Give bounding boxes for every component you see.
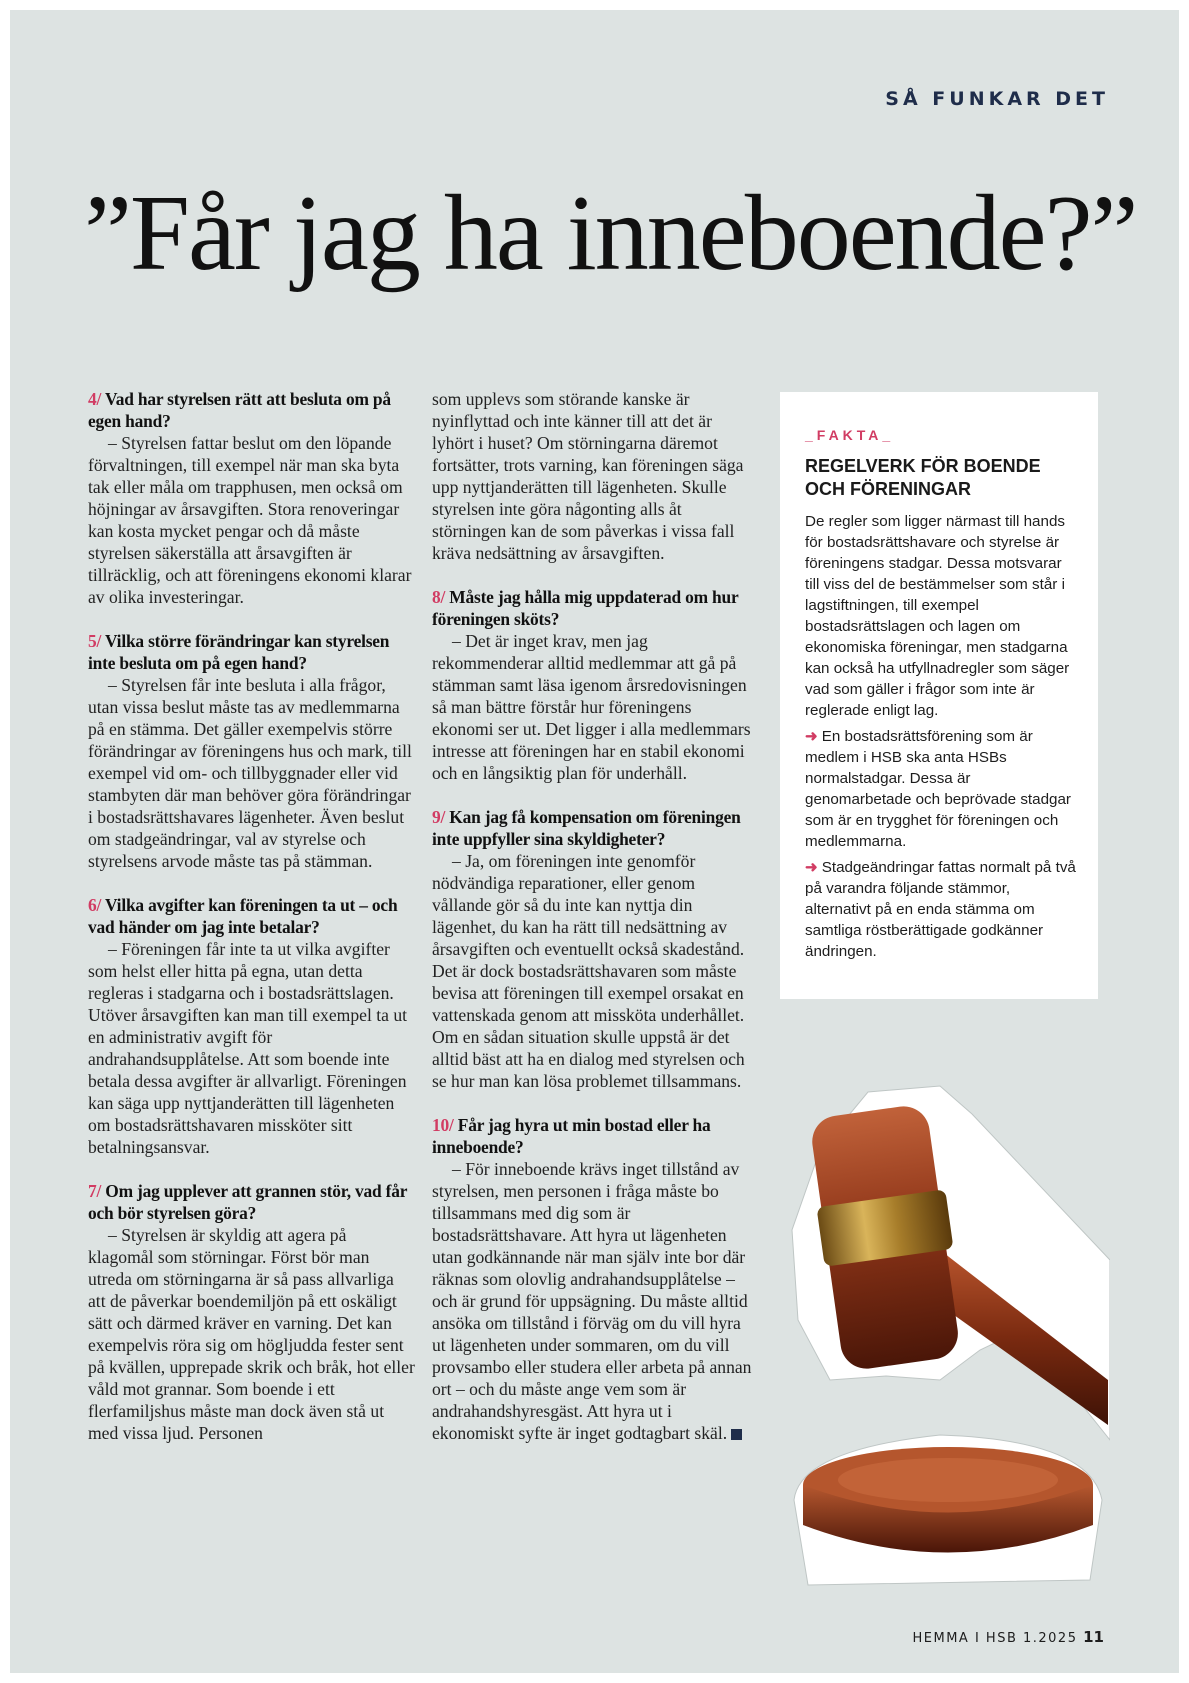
sound-block-highlight	[838, 1458, 1058, 1502]
page-footer	[913, 1628, 1105, 1646]
answer-text: – Ja, om föreningen inte genomför nödvändiga reparationer, eller genom vållande gör så du inte kan nyttja din lägenhet, du kan ha rätt till nedsättning av årsavgiften och eventuellt också skadestånd. Det är dock bostadsrättshavaren som måste bevisa att föreningen till exempel orsakat en vattenskada genom att missköta underhållet. Om en sådan situation skulle uppstå är det alltid bäst att ha en dialog med styrelsen och se hur man kan lösa problemet tillsammans.	[432, 851, 745, 1091]
question-text: Får jag hyra ut min bostad eller ha inneboende?	[432, 1115, 711, 1157]
page-title: ”Får jag ha inneboende?”	[84, 174, 1137, 293]
fact-box-bullet	[805, 726, 1076, 852]
bullet-text: Stadgeändringar fattas normalt på två på varandra följande stämmor, alternativt på en enda stämma om samtliga röstberättigade godkänner ändringen.	[805, 859, 1076, 960]
answer-text: – Styrelsen är skyldig att agera på klagomål som störningar. Först bör man utreda om störningarna är så pass allvarliga att de påverkar boendemiljön på ett oskäligt sätt och därmed kräver en varning. Det kan exempelvis röra sig om högljudda fester sent på kvällen, upprepade skrik och bråk, hot eller våld mot grannar. Som boende i ett flerfamiljshus måste man dock även stå ut med vissa ljud. Personen	[88, 1225, 415, 1443]
continued-text: som upplevs som störande kanske är nyinflyttad och inte känner till att det är lyhört i huset? Om störningarna däremot fortsätter, trots varning, kan föreningen säga upp nyttjanderätten till lägenheten. Skulle styrelsen inte göra någonting alls åt störningen kan de som påverkas i vissa fall kräva nedsättning av årsavgiften.	[432, 389, 744, 563]
fact-box-body: De regler som ligger närmast till hands för bostadsrättshavare och styrelse är föreningens stadgar. Dessa motsvarar till viss del de bestämmelser som står i lagstiftningen, till exempel bostadsrättslagen och lagen om ekonomiska föreningar, men stadgarna kan också ha utfyllnadregler som säger vad som gäller i frågor som inte är reglerade enligt lag.	[805, 513, 1070, 719]
question-heading	[432, 1114, 756, 1158]
question-text: Kan jag få kompensation om föreningen inte uppfyller sina skyldigheter?	[432, 807, 741, 849]
answer-text: – Föreningen får inte ta ut vilka avgifter som helst eller hitta på egna, utan detta regleras i stadgarna och i bostadsrättslagen. Utöver årsavgiften kan man till exempel ta ut en administrativ avgift för andrahandsupplåtelse. Att som boende inte betala dessa avgifter är allvarligt. Föreningen kan säga upp nyttjanderätten till lägenheten om bostadsrättshavaren missköter sitt betalningsansvar.	[88, 939, 408, 1157]
question-heading	[432, 806, 756, 850]
qa-item-9	[432, 806, 756, 1092]
bullet-text: En bostadsrättsförening som är medlem i HSB ska anta HSBs normalstadgar. Dessa är genomarbetade och beprövade stadgar som är en trygghet för föreningen och medlemmarna.	[805, 728, 1071, 850]
question-number: 6/	[88, 895, 102, 915]
arrow-right-icon: ➜	[805, 728, 818, 745]
article-column-1	[88, 388, 415, 1466]
question-heading	[88, 1180, 415, 1224]
arrow-right-icon: ➜	[805, 859, 818, 876]
question-text: Om jag upplever att grannen stör, vad får och bör styrelsen göra?	[88, 1181, 407, 1223]
fact-box-label: _FAKTA_	[805, 427, 895, 443]
question-heading	[432, 586, 756, 630]
question-text: Vilka större förändringar kan styrelsen inte besluta om på egen hand?	[88, 631, 390, 673]
question-number: 9/	[432, 807, 446, 827]
question-number: 7/	[88, 1181, 102, 1201]
fact-box-bullet	[805, 857, 1076, 962]
answer-text: – Styrelsen får inte besluta i alla frågor, utan vissa beslut måste tas av medlemmarna på en stämma. Det gäller exempelvis större förändringar av föreningens hus och mark, till exempel vid om- och tillbyggnader eller vid stambyten där man behöver göra förändringar i bostadsrättshavares lägenheter. Även beslut om stadgeändringar, val av styrelse och styrelsens arvode måste tas på stämman.	[88, 675, 412, 871]
question-text: Måste jag hålla mig uppdaterad om hur föreningen sköts?	[432, 587, 739, 629]
answer-text: – Styrelsen fattar beslut om den löpande förvaltningen, till exempel när man ska byta tak eller måla om trapphusen, men också om höjningar av årsavgiften. Stora renoveringar kan kosta mycket pengar och då måste styrelsen säkerställa att årsavgiften är tillräcklig, och att föreningens ekonomi klarar av olika investeringar.	[88, 433, 412, 607]
qa-item-5	[88, 630, 415, 872]
answer-text: – För inneboende krävs inget tillstånd av styrelsen, men personen i fråga måste bo tillsammans med dig som är bostadsrättshavare. Att hyra ut lägenheten utan godkännande när man själv inte bor där räknas som olovlig andrahandsupplåtelse – och är grund för uppsägning. Du måste alltid ansöka om tillstånd i förväg om du vill hyra ut lägenheten under sommaren, om du vill provsambo eller studera eller arbeta på annan ort – och du måste ange vem som är andrahandshyresgäst. Att hyra ut i ekonomiskt syfte är inget godtagbart skäl.	[432, 1159, 752, 1443]
section-label: SÅ FUNKAR DET	[885, 88, 1109, 110]
question-number: 10/	[432, 1115, 454, 1135]
answer-continuation	[432, 388, 756, 564]
fact-box-title: REGELVERK FÖR BOENDE OCH FÖRENINGAR	[805, 456, 1041, 499]
answer-text-final	[432, 1158, 756, 1444]
magazine-page	[10, 10, 1179, 1673]
qa-item-6	[88, 894, 415, 1158]
fact-box	[780, 392, 1098, 999]
qa-item-4	[88, 388, 415, 608]
page-number: 11	[1083, 1628, 1104, 1646]
question-heading	[88, 388, 415, 432]
question-heading	[88, 630, 415, 674]
end-mark-icon	[731, 1429, 742, 1440]
question-number: 5/	[88, 631, 102, 651]
question-text: Vad har styrelsen rätt att besluta om på egen hand?	[88, 389, 391, 431]
answer-text: – Det är inget krav, men jag rekommenderar alltid medlemmar att gå på stämman samt läsa igenom årsredovisningen så man bättre förstår hur föreningens ekonomi ser ut. Det ligger i alla medlemmars intresse att föreningen har en stabil ekonomi och en långsiktig plan för underhåll.	[432, 631, 751, 783]
gavel-illustration	[790, 1080, 1110, 1590]
question-number: 8/	[432, 587, 446, 607]
publication-name: HEMMA I HSB 1.2025	[912, 1631, 1078, 1646]
qa-item-7	[88, 1180, 415, 1444]
qa-item-8	[432, 586, 756, 784]
article-column-2	[432, 388, 756, 1466]
qa-item-10	[432, 1114, 756, 1444]
question-text: Vilka avgifter kan föreningen ta ut – och vad händer om jag inte betalar?	[88, 895, 398, 937]
question-number: 4/	[88, 389, 102, 409]
question-heading	[88, 894, 415, 938]
